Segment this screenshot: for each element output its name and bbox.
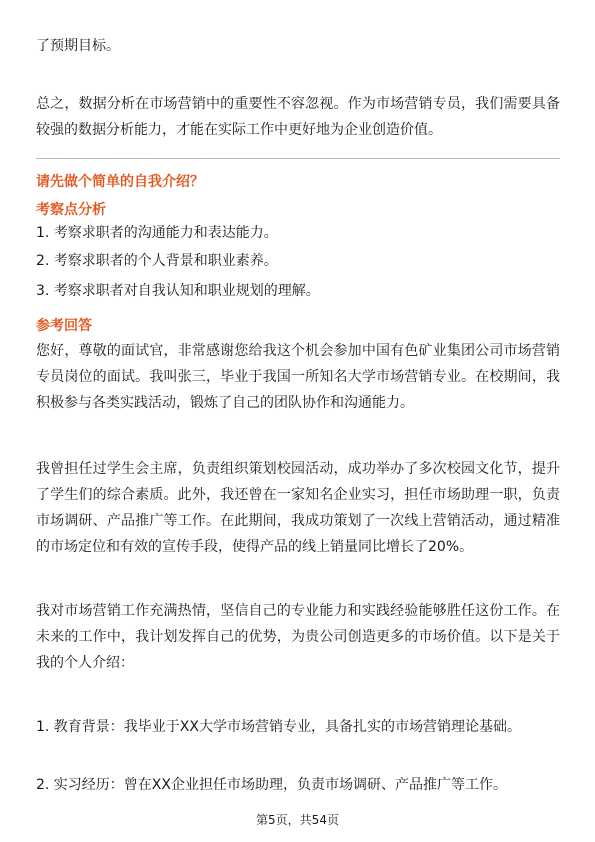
education-item: 1. 教育背景：我毕业于XX大学市场营销专业，具备扎实的市场营销理论基础。 [36, 719, 521, 735]
answer-paragraph: 您好，尊敬的面试官，非常感谢您给我这个机会参加中国有色矿业集团公司市场营销专员岗位的面试。我叫张三，毕业于我国一所知名大学市场营销专业。在校期间，我积极参与各类实践活动，锻炼了自己的团队协作和沟通能力。 [36, 343, 560, 411]
analysis-heading: 考察点分析 [36, 202, 106, 218]
question-heading: 请先做个简单的自我介绍？ [36, 174, 204, 190]
answer-paragraph: 我曾担任过学生会主席，负责组织策划校园活动，成功举办了多次校园文化节，提升了学生们的综合素质。此外，我还曾在一家知名企业实习，担任市场助理一职，负责市场调研、产品推广等工作。在此期间，我成功策划了一次线上营销活动，通过精准的市场定位和有效的宣传手段，使得产品的线上销量同比增长了20%。 [36, 461, 560, 555]
analysis-item: 3. 考察求职者对自我认知和职业规划的理解。 [36, 283, 320, 299]
answer-heading: 参考回答 [36, 318, 92, 334]
analysis-item: 2. 考察求职者的个人背景和职业素养。 [36, 253, 278, 269]
analysis-item: 1. 考察求职者的沟通能力和表达能力。 [36, 225, 278, 241]
conclusion-paragraph: 总之，数据分析在市场营销中的重要性不容忽视。作为市场营销专员，我们需要具备较强的数据分析能力，才能在实际工作中更好地为企业创造价值。 [36, 96, 560, 138]
page-footer: 第5页，共54页 [256, 813, 339, 827]
answer-paragraph: 我对市场营销工作充满热情，坚信自己的专业能力和实践经验能够胜任这份工作。在未来的工作中，我计划发挥自己的优势，为贵公司创造更多的市场价值。以下是关于我的个人介绍： [36, 603, 560, 671]
section-divider [36, 158, 560, 159]
internship-item: 2. 实习经历：曾在XX企业担任市场助理，负责市场调研、产品推广等工作。 [36, 777, 507, 793]
intro-tail-text: 了预期目标。 [36, 38, 120, 54]
